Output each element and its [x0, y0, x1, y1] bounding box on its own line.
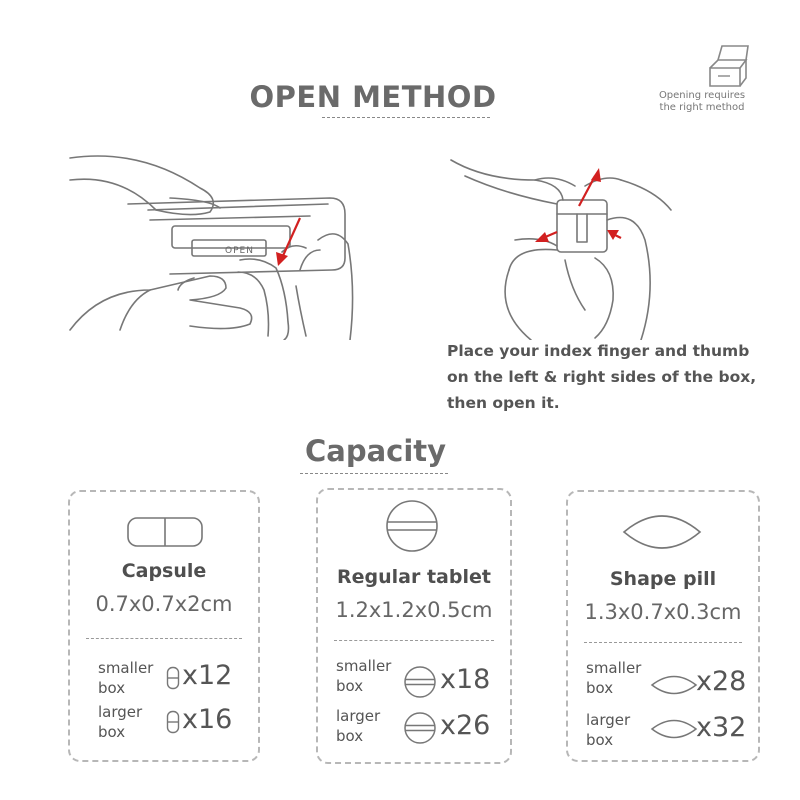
card-separator [86, 638, 242, 639]
smaller-box-count: x28 [696, 666, 747, 697]
shape-pill-small-icon [650, 716, 698, 742]
larger-box-label-line1: larger [336, 707, 381, 725]
title-underline [322, 117, 490, 118]
instruction-text [447, 338, 797, 416]
instruction-line2: on the left & right sides of the box, [447, 368, 757, 386]
larger-box-label [98, 702, 142, 742]
smaller-box-label-line1: smaller [98, 659, 154, 677]
capacity-underline [300, 473, 448, 474]
page-title: OPEN METHOD [249, 80, 497, 114]
card-separator [334, 640, 494, 641]
card-name: Shape pill [609, 568, 717, 590]
red-arrow-left-icon [535, 232, 549, 242]
larger-box-label-line2: box [98, 723, 126, 741]
open-slider-label: OPEN [225, 246, 254, 256]
shape-pill-card [566, 490, 760, 762]
larger-box-count: x26 [440, 710, 491, 741]
tablet-small-icon [402, 664, 438, 700]
slide-open-illustration [60, 140, 430, 340]
smaller-box-label [586, 658, 641, 698]
corner-note-line1: Opening requires [658, 90, 746, 101]
smaller-box-label [336, 656, 391, 696]
capsule-icon [126, 516, 204, 548]
larger-box-label-line1: larger [98, 703, 143, 721]
shape-pill-small-icon [650, 672, 698, 698]
red-arrow-up-icon [591, 168, 601, 182]
larger-box-label-line2: box [336, 727, 364, 745]
card-name: Regular tablet [337, 566, 491, 588]
open-box-icon [700, 40, 750, 90]
larger-box-label-line1: larger [586, 711, 631, 729]
smaller-box-label-line2: box [336, 677, 364, 695]
smaller-box-label-line2: box [98, 679, 126, 697]
pinch-open-illustration [445, 150, 675, 340]
instruction-line1: Place your index finger and thumb [447, 342, 750, 360]
capsule-small-icon [166, 710, 180, 734]
smaller-box-label-line1: smaller [586, 659, 642, 677]
smaller-box-label [98, 658, 153, 698]
larger-box-label [586, 710, 630, 750]
tablet-card [316, 488, 512, 764]
tablet-small-icon [402, 710, 438, 746]
corner-note [650, 90, 754, 114]
card-dimensions: 1.3x0.7x0.3cm [584, 600, 742, 624]
card-separator [584, 642, 742, 643]
smaller-box-count: x12 [182, 660, 233, 691]
shape-pill-icon [620, 510, 704, 554]
instruction-line3: then open it. [447, 394, 560, 412]
tablet-icon [384, 498, 440, 554]
larger-box-count: x16 [182, 704, 233, 735]
larger-box-label-line2: box [586, 731, 614, 749]
capsule-card [68, 490, 260, 762]
card-name: Capsule [121, 560, 207, 582]
smaller-box-label-line2: box [586, 679, 614, 697]
smaller-box-label-line1: smaller [336, 657, 392, 675]
corner-note-line2: the right method [659, 102, 745, 113]
capsule-small-icon [166, 666, 180, 690]
larger-box-count: x32 [696, 712, 747, 743]
card-dimensions: 0.7x0.7x2cm [95, 592, 233, 616]
larger-box-label [336, 706, 380, 746]
card-dimensions: 1.2x1.2x0.5cm [335, 598, 493, 622]
smaller-box-count: x18 [440, 664, 491, 695]
capacity-title: Capacity [305, 434, 447, 468]
red-arrow-icon [276, 252, 288, 266]
